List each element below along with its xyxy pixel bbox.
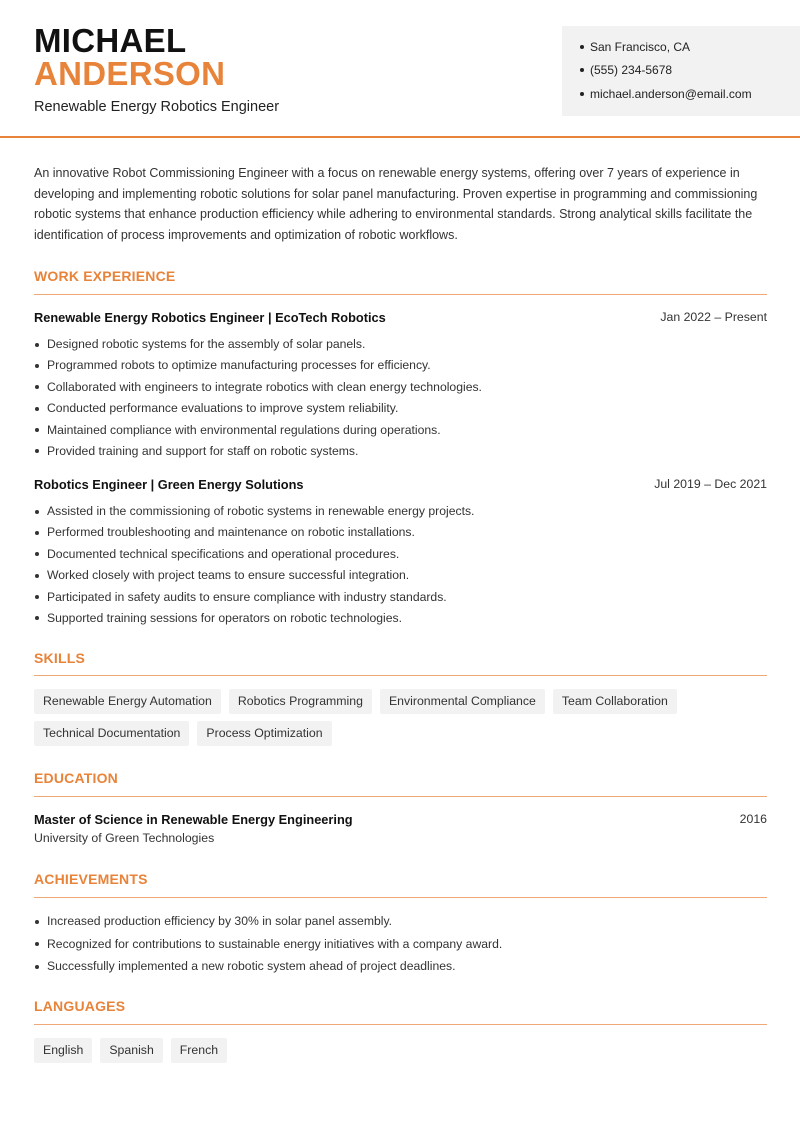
skill-chip: Environmental Compliance (380, 689, 545, 714)
skill-chip: Robotics Programming (229, 689, 372, 714)
contact-location (580, 40, 690, 54)
job-dates: Jan 2022 – Present (660, 310, 767, 324)
job-dates: Jul 2019 – Dec 2021 (654, 477, 767, 491)
job-header (34, 310, 767, 325)
bullet-icon (580, 45, 584, 49)
section-title-achievements: ACHIEVEMENTS (34, 871, 148, 887)
contact-email[interactable] (580, 87, 752, 101)
list-item: Supported training sessions for operators on robotic technologies. (34, 610, 767, 631)
language-chip: French (171, 1038, 227, 1063)
job-role: Renewable Energy Robotics Engineer | EcoTech Robotics (34, 310, 386, 325)
education-school: University of Green Technologies (34, 831, 215, 845)
list-item: Successfully implemented a new robotic system ahead of project deadlines. (34, 958, 767, 981)
summary-text: An innovative Robot Commissioning Engineer with a focus on renewable energy systems, offering over 7 years of experience in developing and implementing robotic solutions for solar panel manufacturing. Proven expertise in programming and commissioning robotic systems that enhance production efficiency while adhering to environmental standards. Strong analytical skills facilitate the identification of process improvements and optimization of robotic workflows. (34, 166, 758, 243)
job-bullets (34, 336, 767, 464)
list-item: Increased production efficiency by 30% in solar panel assembly. (34, 913, 767, 936)
list-item: Worked closely with project teams to ensure successful integration. (34, 567, 767, 588)
languages-list (34, 1038, 774, 1070)
section-divider (34, 1024, 767, 1025)
bullet-icon (580, 92, 584, 96)
job-role: Robotics Engineer | Green Energy Solutions (34, 477, 304, 492)
section-title-skills: SKILLS (34, 650, 85, 666)
list-item: Programmed robots to optimize manufacturing processes for efficiency. (34, 357, 767, 378)
section-title-languages: LANGUAGES (34, 998, 126, 1014)
education-year: 2016 (739, 812, 767, 826)
last-name: ANDERSON (34, 55, 226, 92)
education-degree: Master of Science in Renewable Energy Engineering (34, 812, 353, 827)
section-title-education: EDUCATION (34, 770, 118, 786)
skill-chip: Technical Documentation (34, 721, 189, 746)
job-bullets (34, 503, 767, 631)
phone-text: (555) 234-5678 (590, 63, 673, 77)
list-item: Provided training and support for staff on robotic systems. (34, 443, 767, 464)
list-item: Maintained compliance with environmental regulations during operations. (34, 422, 767, 443)
job-header (34, 477, 767, 492)
contact-box (562, 26, 800, 116)
section-divider (34, 675, 767, 676)
skill-chip: Process Optimization (197, 721, 331, 746)
email-text[interactable]: michael.anderson@email.com (590, 87, 752, 101)
list-item: Designed robotic systems for the assembly of solar panels. (34, 336, 767, 357)
list-item: Conducted performance evaluations to improve system reliability. (34, 400, 767, 421)
contact-phone (580, 63, 672, 77)
language-chip: Spanish (100, 1038, 162, 1063)
location-text: San Francisco, CA (590, 40, 691, 54)
job-title: Renewable Energy Robotics Engineer (34, 99, 280, 115)
first-name: MICHAEL (34, 22, 187, 59)
bullet-icon (580, 68, 584, 72)
skills-list (34, 689, 774, 753)
skill-chip: Renewable Energy Automation (34, 689, 221, 714)
language-chip: English (34, 1038, 92, 1063)
skill-chip: Team Collaboration (553, 689, 677, 714)
list-item: Documented technical specifications and operational procedures. (34, 546, 767, 567)
list-item: Assisted in the commissioning of robotic systems in renewable energy projects. (34, 503, 767, 524)
list-item: Performed troubleshooting and maintenance on robotic installations. (34, 524, 767, 545)
achievements-list (34, 913, 767, 981)
resume-header (0, 0, 800, 138)
section-divider (34, 897, 767, 898)
section-title-work: WORK EXPERIENCE (34, 268, 176, 284)
list-item: Collaborated with engineers to integrate robotics with clean energy technologies. (34, 379, 767, 400)
list-item: Participated in safety audits to ensure compliance with industry standards. (34, 589, 767, 610)
section-divider (34, 294, 767, 295)
section-divider (34, 796, 767, 797)
list-item: Recognized for contributions to sustainable energy initiatives with a company award. (34, 936, 767, 959)
